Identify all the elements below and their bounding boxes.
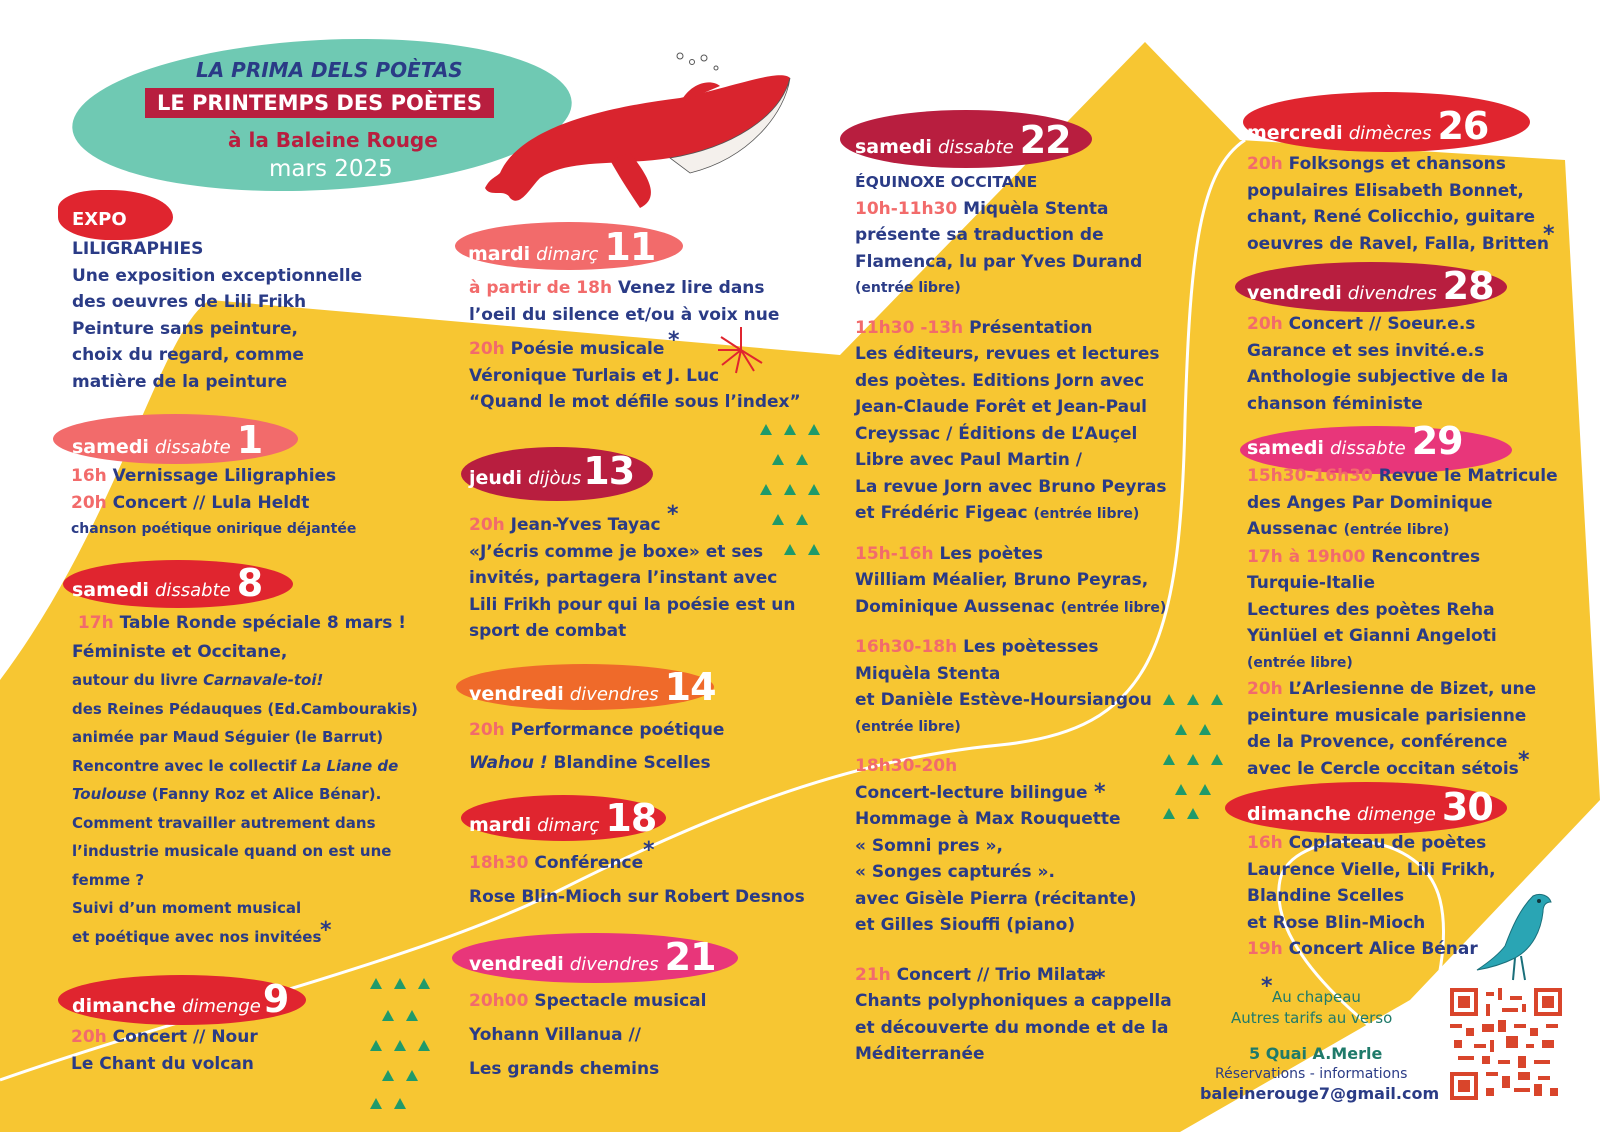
day-1-fr: samedi xyxy=(72,436,149,458)
day-21-num: 21 xyxy=(664,935,716,979)
triangle xyxy=(370,1040,382,1051)
event-text: invités, partagera l’instant avec xyxy=(469,568,778,588)
day-13-header xyxy=(469,449,634,493)
event-text: Concert // Nour xyxy=(106,1027,258,1047)
triangle xyxy=(382,1010,394,1021)
expo-block xyxy=(72,236,362,395)
triangle xyxy=(796,454,808,465)
triangle xyxy=(760,484,772,495)
event-text: Miquèla Stenta xyxy=(957,198,1109,219)
event-text: Chants polyphoniques a cappella xyxy=(855,991,1172,1011)
triangle xyxy=(1163,694,1175,705)
day-9-header xyxy=(72,977,288,1021)
triangle xyxy=(808,484,820,495)
time: 20h xyxy=(469,720,505,740)
expo-badge: EXPO xyxy=(72,209,127,230)
event-text: Poésie musicale xyxy=(504,339,665,359)
time: 20h xyxy=(71,492,107,513)
event-text: Yohann Villanua // xyxy=(469,1025,641,1045)
header-title: LE PRINTEMPS DES POÈTES xyxy=(145,88,494,118)
day-26-header xyxy=(1247,104,1488,148)
event-text: sport de combat xyxy=(469,621,627,641)
time: 20h xyxy=(71,1027,107,1047)
event-text: (entrée libre) xyxy=(1060,599,1167,616)
day-8-fr: samedi xyxy=(72,579,149,601)
triangle xyxy=(760,424,772,435)
event-text: Aussenac xyxy=(1247,519,1344,539)
event-text: Concert // Lula Heldt xyxy=(106,492,310,513)
header-date: mars 2025 xyxy=(269,156,393,182)
day-21-events xyxy=(469,984,706,1086)
day-1-events xyxy=(71,463,356,543)
collective-name: Toulouse xyxy=(72,785,147,803)
day-26-fr: mercredi xyxy=(1247,122,1343,144)
day-30-fr: dimanche xyxy=(1247,803,1351,825)
event-text: Vernissage Liligraphies xyxy=(106,466,337,486)
day-28-header xyxy=(1247,264,1494,308)
event-text: Hommage à Max Rouquette xyxy=(855,809,1121,829)
day-8-header xyxy=(72,561,262,605)
event-text: Turquie-Italie xyxy=(1247,573,1376,593)
event-text: Blandine Scelles xyxy=(1247,886,1405,906)
bird-illustration xyxy=(1475,890,1565,985)
time: 21h xyxy=(855,964,891,985)
event-text: Rencontres xyxy=(1365,546,1481,567)
triangle xyxy=(772,514,784,525)
day-28-oc: divendres xyxy=(1347,283,1437,304)
book-title: Carnavale-toi! xyxy=(203,671,324,689)
event-text: « Songes capturés ». xyxy=(855,862,1055,882)
event-text: Conférence xyxy=(528,853,644,873)
star-mark: * xyxy=(1261,974,1273,999)
whale-illustration xyxy=(480,48,800,218)
event-text: des Reines Pédauques (Ed.Cambourakis) xyxy=(72,699,418,718)
triangle xyxy=(1175,784,1187,795)
event-text: Creyssac / Éditions de L’Auçel xyxy=(855,423,1138,444)
day-11-oc: dimarç xyxy=(536,244,599,265)
event-text: Féministe et Occitane, xyxy=(72,641,288,662)
event-text: oeuvres de Ravel, Falla, Britten xyxy=(1247,233,1549,254)
day-11-num: 11 xyxy=(604,225,656,269)
collective-name: La Liane de xyxy=(301,756,399,775)
day-22-num: 22 xyxy=(1019,118,1071,162)
event-text: Rose Blin-Mioch sur Robert Desnos xyxy=(469,887,805,907)
day-1-num: 1 xyxy=(236,418,263,462)
event-text: Coplateau de poètes xyxy=(1282,833,1487,853)
triangle xyxy=(1187,694,1199,705)
event-text: des poètes. Editions Jorn avec xyxy=(855,370,1145,391)
event-text: Table Ronde spéciale 8 mars ! xyxy=(113,613,406,633)
event-text: avec Gisèle Pierra (récitante) xyxy=(855,888,1137,909)
day-29-num: 29 xyxy=(1411,419,1463,463)
event-text: (entrée libre) xyxy=(855,718,961,735)
triangle xyxy=(784,484,796,495)
day-22-header xyxy=(855,118,1071,162)
day-13-events xyxy=(469,512,795,645)
day-13-num: 13 xyxy=(583,449,635,493)
triangle xyxy=(406,1010,418,1021)
event-text: Lili Frikh pour qui la poésie est un xyxy=(469,594,796,615)
day-21-oc: divendres xyxy=(569,954,659,975)
footer-info: Réservations - informations xyxy=(1215,1066,1408,1082)
event-text: Rencontre avec le collectif xyxy=(72,756,302,775)
event-text: Concert // Soeur.e.s xyxy=(1282,314,1476,334)
event-text: Jean-Claude Forêt et Jean-Paul xyxy=(855,397,1148,417)
qr-code[interactable] xyxy=(1450,988,1562,1100)
event-text: (entrée libre) xyxy=(1033,506,1140,522)
day-18-events xyxy=(469,846,805,914)
sun-logo-icon xyxy=(716,325,766,375)
day-21-header xyxy=(469,935,716,979)
event-text: Blandine Scelles xyxy=(547,753,711,773)
time: 20h xyxy=(469,515,505,535)
day-18-header xyxy=(469,796,656,840)
day-21-fr: vendredi xyxy=(469,953,564,975)
triangle xyxy=(406,1070,418,1081)
event-text: Présentation xyxy=(963,317,1093,338)
event-text: chant, René Colicchio, guitare xyxy=(1247,207,1535,227)
footer-address: 5 Quai A.Merle xyxy=(1249,1044,1383,1063)
day-11-header xyxy=(468,225,655,269)
day-1-oc: dissabte xyxy=(154,437,231,458)
time: 11h30 -13h xyxy=(855,317,964,338)
triangle xyxy=(1199,724,1211,735)
event-text: et Frédéric Figeac xyxy=(855,503,1034,523)
triangle xyxy=(394,978,406,989)
triangle xyxy=(382,1070,394,1081)
day-9-num: 9 xyxy=(262,977,289,1021)
event-text: Garance et ses invité.e.s xyxy=(1247,340,1485,361)
triangle xyxy=(1175,724,1187,735)
event-text: Miquèla Stenta xyxy=(855,663,1001,684)
day-8-num: 8 xyxy=(236,561,263,605)
day-30-events xyxy=(1247,830,1496,963)
day-22-fr: samedi xyxy=(855,136,932,158)
event-text: Flamenca, lu par Yves Durand xyxy=(855,251,1143,272)
time: 20h xyxy=(1247,154,1283,174)
work-title: Wahou ! xyxy=(469,753,548,773)
event-text: Concert Alice Bénar xyxy=(1282,939,1478,959)
time: 20h00 xyxy=(469,991,529,1011)
day-22-oc: dissabte xyxy=(937,137,1014,158)
event-text: l’oeil du silence et/ou à voix nue xyxy=(469,304,780,325)
event-text: “Quand le mot défile sous l’index” xyxy=(469,392,801,412)
day-13-fr: jeudi xyxy=(469,467,523,489)
event-text: de la Provence, conférence xyxy=(1247,732,1508,752)
triangle xyxy=(418,978,430,989)
day-18-num: 18 xyxy=(605,796,657,840)
day-14-events xyxy=(469,714,724,780)
day-28-fr: vendredi xyxy=(1247,282,1342,304)
day-30-num: 30 xyxy=(1441,785,1493,829)
event-text: Véronique Turlais et J. Luc xyxy=(469,365,720,386)
triangle xyxy=(394,1040,406,1051)
time: 20h xyxy=(1247,314,1283,334)
triangle xyxy=(1163,754,1175,765)
day-14-oc: divendres xyxy=(569,684,659,705)
time: 18h30 xyxy=(469,853,529,873)
event-text: et poétique avec nos invitées xyxy=(72,927,322,946)
triangle xyxy=(772,454,784,465)
triangle xyxy=(1211,754,1223,765)
triangle xyxy=(1211,694,1223,705)
time: 16h xyxy=(1247,833,1283,853)
star-mark: * xyxy=(667,502,679,527)
expo-line: des oeuvres de Lili Frikh xyxy=(72,292,307,312)
triangle xyxy=(1187,808,1199,819)
event-text: L’Arlesienne de Bizet, une xyxy=(1282,679,1537,699)
time: 16h xyxy=(71,466,107,486)
event-text: Libre avec Paul Martin / xyxy=(855,450,1083,470)
day-9-oc: dimenge xyxy=(181,996,261,1017)
day-8-events xyxy=(72,609,418,951)
event-text: La revue Jorn avec Bruno Peyras xyxy=(855,476,1167,497)
day-14-num: 14 xyxy=(664,665,716,709)
day-28-num: 28 xyxy=(1442,264,1494,308)
event-text: Anthologie subjective de la xyxy=(1247,367,1509,387)
day-11-fr: mardi xyxy=(468,243,531,265)
event-text: Suivi d’un moment musical xyxy=(72,899,302,917)
triangle xyxy=(418,1040,430,1051)
event-text: Venez lire dans xyxy=(612,278,765,298)
triangle xyxy=(1199,784,1211,795)
star-mark: * xyxy=(1094,780,1106,805)
event-text: (entrée libre) xyxy=(1343,522,1450,538)
day-18-oc: dimarç xyxy=(537,815,600,836)
time: 20h xyxy=(469,339,505,359)
time: 18h30-20h xyxy=(855,756,958,776)
footer-note-1: Au chapeau xyxy=(1272,988,1361,1006)
event-text: Les poètesses xyxy=(957,637,1099,657)
day-26-oc: dimècres xyxy=(1348,123,1432,144)
triangle xyxy=(784,424,796,435)
day-14-header xyxy=(469,665,716,709)
event-text: Dominique Aussenac xyxy=(855,596,1061,617)
event-text: Les grands chemins xyxy=(469,1059,660,1079)
expo-name: LILIGRAPHIES xyxy=(72,239,204,259)
event-text: Comment travailler autrement dans xyxy=(72,813,376,832)
day-26-events xyxy=(1247,151,1549,257)
day-1-header xyxy=(72,418,262,462)
event-text: (Fanny Roz et Alice Bénar). xyxy=(146,785,382,803)
event-text: «J’écris comme je boxe» et ses xyxy=(469,541,764,562)
triangle xyxy=(1187,754,1199,765)
event-text: Les éditeurs, revues et lectures xyxy=(855,344,1160,364)
day-28-events xyxy=(1247,311,1508,417)
event-text: Yünlüel et Gianni Angeloti xyxy=(1247,626,1497,646)
event-text: femme ? xyxy=(72,870,145,889)
day-14-fr: vendredi xyxy=(469,683,564,705)
day-9-fr: dimanche xyxy=(72,995,176,1017)
event-text: Spectacle musical xyxy=(528,991,707,1011)
day-18-fr: mardi xyxy=(469,814,532,836)
header-occitan-title: LA PRIMA DELS POÈTAS xyxy=(196,58,463,82)
triangle xyxy=(394,1098,406,1109)
star-mark: * xyxy=(1518,748,1530,773)
event-text: présente sa traduction de xyxy=(855,225,1104,245)
event-text: Les poètes xyxy=(933,543,1044,564)
footer-email[interactable]: baleinerouge7@gmail.com xyxy=(1200,1084,1440,1103)
triangle xyxy=(370,1098,382,1109)
event-text: Folksongs et chansons xyxy=(1282,154,1506,174)
day-30-oc: dimenge xyxy=(1356,804,1436,825)
event-text: Lectures des poètes Reha xyxy=(1247,599,1495,620)
time: 17h xyxy=(77,613,114,633)
event-text: et découverte du monde et de la xyxy=(855,1017,1169,1038)
time: 16h30-18h xyxy=(855,637,958,657)
time: 19h xyxy=(1247,939,1283,959)
star-mark: * xyxy=(643,838,655,863)
event-text: chanson féministe xyxy=(1247,393,1423,414)
triangle xyxy=(796,514,808,525)
triangle xyxy=(808,424,820,435)
header-venue: à la Baleine Rouge xyxy=(228,128,438,152)
star-mark: * xyxy=(1094,966,1106,991)
day-22-events xyxy=(855,169,1172,1068)
event-text: (entrée libre) xyxy=(855,280,961,296)
event-text: (entrée libre) xyxy=(1247,654,1353,671)
expo-line: Une exposition exceptionnelle xyxy=(72,265,363,286)
expo-line: Peinture sans peinture, xyxy=(72,318,298,339)
time: 17h à 19h00 xyxy=(1247,546,1366,567)
event-text: peinture musicale parisienne xyxy=(1247,705,1527,726)
event-text: Laurence Vielle, Lili Frikh, xyxy=(1247,859,1496,880)
event-text: l’industrie musicale quand on est une xyxy=(72,842,392,860)
triangle xyxy=(784,544,796,555)
event-text: Méditerranée xyxy=(855,1044,985,1064)
time: 15h30-16h30 xyxy=(1247,466,1373,486)
event-text: et Rose Blin-Mioch xyxy=(1247,912,1426,933)
event-text: Revue le Matricule xyxy=(1372,466,1558,486)
star-mark: * xyxy=(668,328,680,353)
triangle xyxy=(370,978,382,989)
event-text: des Anges Par Dominique xyxy=(1247,492,1493,513)
event-text: Jean-Yves Tayac xyxy=(504,515,661,535)
event-text: populaires Elisabeth Bonnet, xyxy=(1247,180,1524,201)
triangle xyxy=(1163,808,1175,819)
event-text: Le Chant du volcan xyxy=(71,1053,254,1074)
time: 15h-16h xyxy=(855,543,934,564)
day-9-events xyxy=(71,1024,258,1077)
day-30-header xyxy=(1247,785,1493,829)
event-text: avec le Cercle occitan sétois xyxy=(1247,758,1519,779)
star-mark: * xyxy=(320,918,332,943)
day-13-oc: dijòus xyxy=(528,468,582,489)
day-29-events xyxy=(1247,463,1558,782)
event-text: « Somni pres », xyxy=(855,835,1003,856)
footer-note-2: Autres tarifs au verso xyxy=(1231,1009,1393,1027)
event-text: Concert-lecture bilingue xyxy=(855,782,1088,803)
day-29-oc: dissabte xyxy=(1329,438,1406,459)
time: 10h-11h30 xyxy=(855,198,958,219)
event-text: chanson poétique onirique déjantée xyxy=(71,521,357,537)
day-8-oc: dissabte xyxy=(154,580,231,601)
star-mark: * xyxy=(1543,222,1555,247)
expo-line: matière de la peinture xyxy=(72,371,288,392)
triangle xyxy=(808,544,820,555)
day-26-num: 26 xyxy=(1437,104,1489,148)
time: à partir de 18h xyxy=(469,278,613,298)
event-text: Performance poétique xyxy=(504,720,725,740)
event-heading: ÉQUINOXE OCCITANE xyxy=(855,173,1038,191)
event-text: William Méalier, Bruno Peyras, xyxy=(855,570,1149,590)
day-29-header xyxy=(1247,419,1463,463)
time: 20h xyxy=(1247,679,1283,699)
event-text: Concert // Trio Milata xyxy=(890,964,1097,985)
event-text: animée par Maud Séguier (le Barrut) xyxy=(72,728,384,746)
event-text: et Danièle Estève-Hoursiangou xyxy=(855,690,1152,710)
event-text: et Gilles Siouffi (piano) xyxy=(855,915,1076,935)
event-text: autour du livre xyxy=(72,671,204,689)
expo-line: choix du regard, comme xyxy=(72,345,304,365)
day-29-fr: samedi xyxy=(1247,437,1324,459)
